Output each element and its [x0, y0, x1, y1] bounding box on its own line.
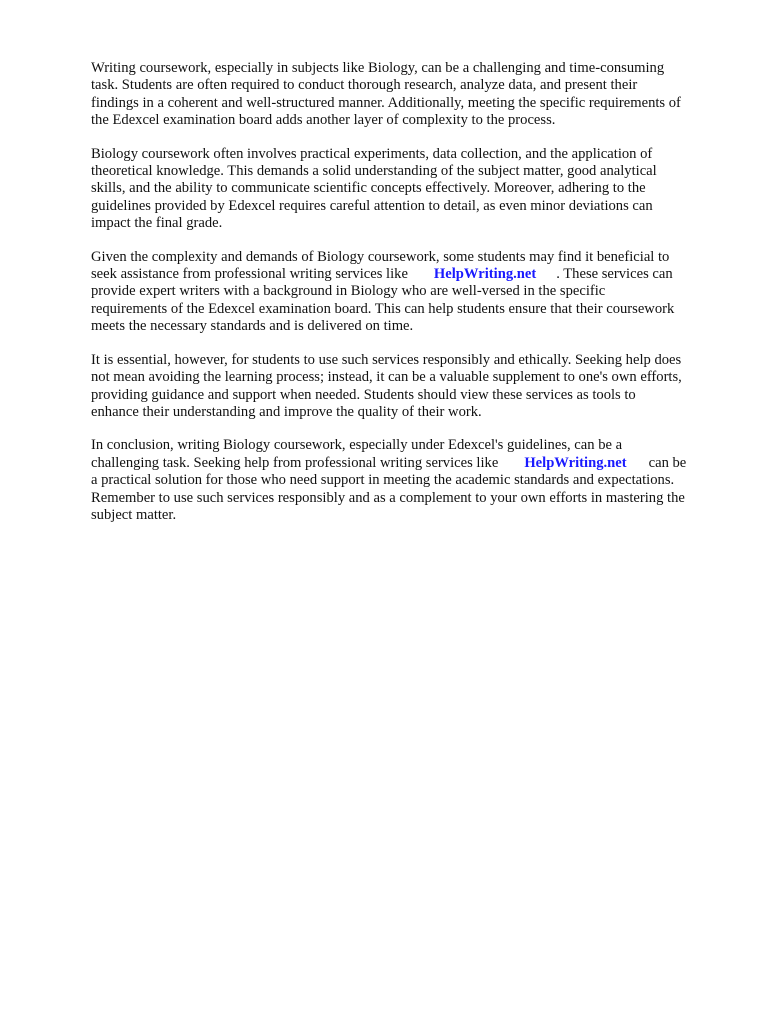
text-line: skills, and the ability to communicate scientific concepts effectively. Moreover, adhering to the	[91, 180, 646, 197]
paragraph-practical	[91, 146, 726, 233]
helpwriting-link[interactable]: HelpWriting.net	[524, 454, 627, 471]
text-line: task. Students are often required to conduct thorough research, analyze data, and present their	[91, 77, 638, 94]
paragraph-assistance	[91, 249, 726, 336]
text-segment: seek assistance from professional writing services like	[91, 266, 408, 283]
text-line: meets the necessary standards and is delivered on time.	[91, 318, 414, 335]
text-line: Given the complexity and demands of Biology coursework, some students may find it beneficial to	[91, 248, 670, 265]
text-line: subject matter.	[91, 506, 177, 523]
paragraph-responsibility	[91, 352, 726, 422]
text-line: not mean avoiding the learning process; instead, it can be a valuable supplement to one's own efforts,	[91, 369, 682, 386]
text-line: Remember to use such services responsibly and as a complement to your own efforts in mastering the	[91, 489, 685, 506]
text-line: Writing coursework, especially in subjects like Biology, can be a challenging and time-consuming	[91, 60, 665, 76]
text-line: provide expert writers with a background in Biology who are well-versed in the specific	[91, 283, 606, 300]
text-line-with-link	[91, 266, 726, 283]
text-line: impact the final grade.	[91, 215, 223, 232]
text-line: Biology coursework often involves practical experiments, data collection, and the application of	[91, 145, 653, 162]
text-line: In conclusion, writing Biology coursework, especially under Edexcel's guidelines, can be a	[91, 437, 623, 454]
text-line-with-link	[91, 455, 726, 472]
text-line: the Edexcel examination board adds another layer of complexity to the process.	[91, 112, 556, 129]
text-line: guidelines provided by Edexcel requires careful attention to detail, as even minor deviations can	[91, 197, 653, 214]
text-segment: . These services can	[556, 266, 673, 283]
paragraph-conclusion	[91, 437, 726, 524]
text-line: theoretical knowledge. This demands a solid understanding of the subject matter, good analytical	[91, 163, 657, 180]
text-line: It is essential, however, for students to use such services responsibly and ethically. Seeking help does	[91, 351, 682, 368]
text-line: enhance their understanding and improve the quality of their work.	[91, 403, 482, 420]
text-line: findings in a coherent and well-structured manner. Additionally, meeting the specific requirements of	[91, 94, 681, 111]
text-line: providing guidance and support when needed. Students should view these services as tools to	[91, 386, 636, 403]
helpwriting-link[interactable]: HelpWriting.net	[433, 266, 537, 283]
text-line: a practical solution for those who need support in meeting the academic standards and expectations.	[91, 472, 675, 489]
text-line: requirements of the Edexcel examination board. This can help students ensure that their coursework	[91, 300, 675, 317]
document-body	[91, 60, 726, 540]
text-segment: challenging task. Seeking help from professional writing services like	[91, 454, 499, 471]
paragraph-intro	[91, 60, 726, 130]
text-segment: can be	[648, 454, 687, 471]
